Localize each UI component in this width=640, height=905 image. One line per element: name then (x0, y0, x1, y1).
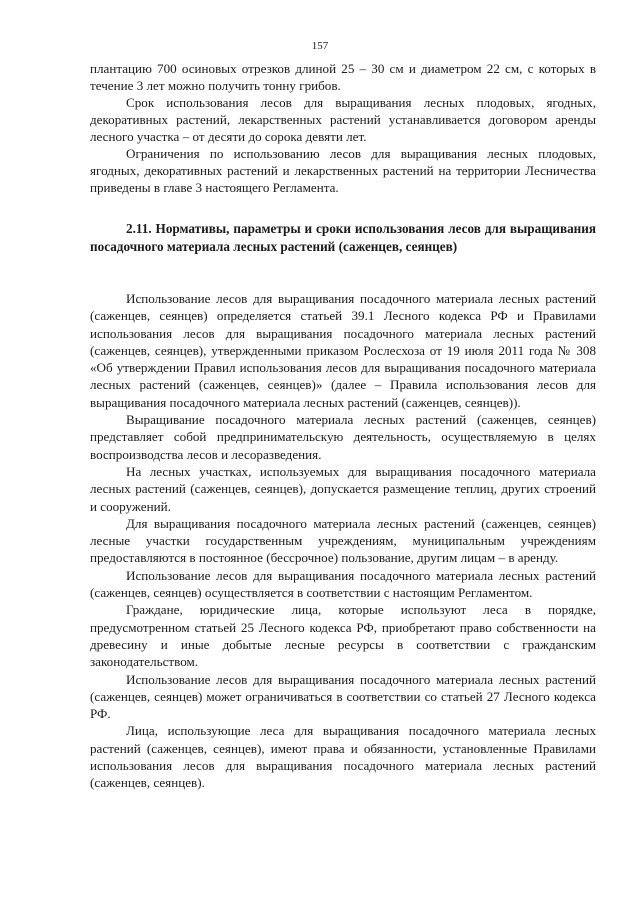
paragraph-continuation: плантацию 700 осиновых отрезков длиной 25 – 30 см и диаметром 22 см, с которых в течение 3 лет можно получить тонну грибов. (90, 61, 596, 93)
section-heading: 2.11. Нормативы, параметры и сроки использования лесов для выращивания посадочного материала лесных растений (саженцев, сеянцев) (90, 221, 596, 254)
paragraph: Ограничения по использованию лесов для выращивания лесных плодовых, ягодных, декоративных растений и лекарственных растений на территории Лесничества приведены в главе 3 настоящего Регламента. (90, 146, 596, 195)
paragraph: Срок использования лесов для выращивания лесных плодовых, ягодных, декоративных растений, лекарственных растений устанавливается договором аренды лесного участка – от десяти до сорока девяти лет. (90, 95, 596, 144)
paragraph: Граждане, юридические лица, которые используют леса в порядке, предусмотренном статьей 25 Лесного кодекса РФ, приобретают право собственности на древесину и иные добытые лесные ресурсы в соответствии с гражданским законодательством. (90, 602, 596, 670)
paragraph: Использование лесов для выращивания посадочного материала лесных растений (саженцев, сеянцев) осуществляется в соответствии с настоящим Регламентом. (90, 567, 596, 601)
paragraph: Использование лесов для выращивания посадочного материала лесных растений (саженцев, сеянцев) определяется статьей 39.1 Лесного кодекса РФ и Правилами использования лесов для выращивания посадочного материала лесных растений (саженцев, сеянцев), утвержденными приказом Рослесхоза от 19 июля 2011 года № 308 «Об утверждении Правил использования лесов для выращивания посадочного материала лесных растений (саженцев, сеянцев)» (далее – Правила использования лесов для выращивания посадочного материала лесных растений (саженцев, сеянцев)). (90, 291, 596, 410)
paragraph: На лесных участках, используемых для выращивания посадочного материала лесных растений (саженцев, сеянцев), допускается размещение теплиц, других строений и сооружений. (90, 463, 596, 514)
page-number: 157 (311, 40, 329, 52)
paragraph: Использование лесов для выращивания посадочного материала лесных растений (саженцев, сеянцев) может ограничиваться в соответствии со статьей 27 Лесного кодекса РФ. (90, 671, 596, 722)
section-body (90, 290, 596, 792)
paragraph: Для выращивания посадочного материала лесных растений (саженцев, сеянцев) лесные участки государственным учреждениям, муниципальным учреждениям предоставляются в постоянное (бессрочное) пользование, другим лицам – в аренду. (90, 515, 596, 566)
top-text-block (90, 60, 596, 196)
paragraph: Выращивание посадочного материала лесных растений (саженцев, сеянцев) представляет собой предпринимательскую деятельность, осуществляемую в целях воспроизводства лесов и лесоразведения. (90, 412, 596, 462)
paragraph: Лица, использующие леса для выращивания посадочного материала лесных растений (саженцев, сеянцев), имеют права и обязанности, установленные Правилами использования лесов для выращивания посадочного материала лесных растений (саженцев, сеянцев). (90, 723, 596, 791)
